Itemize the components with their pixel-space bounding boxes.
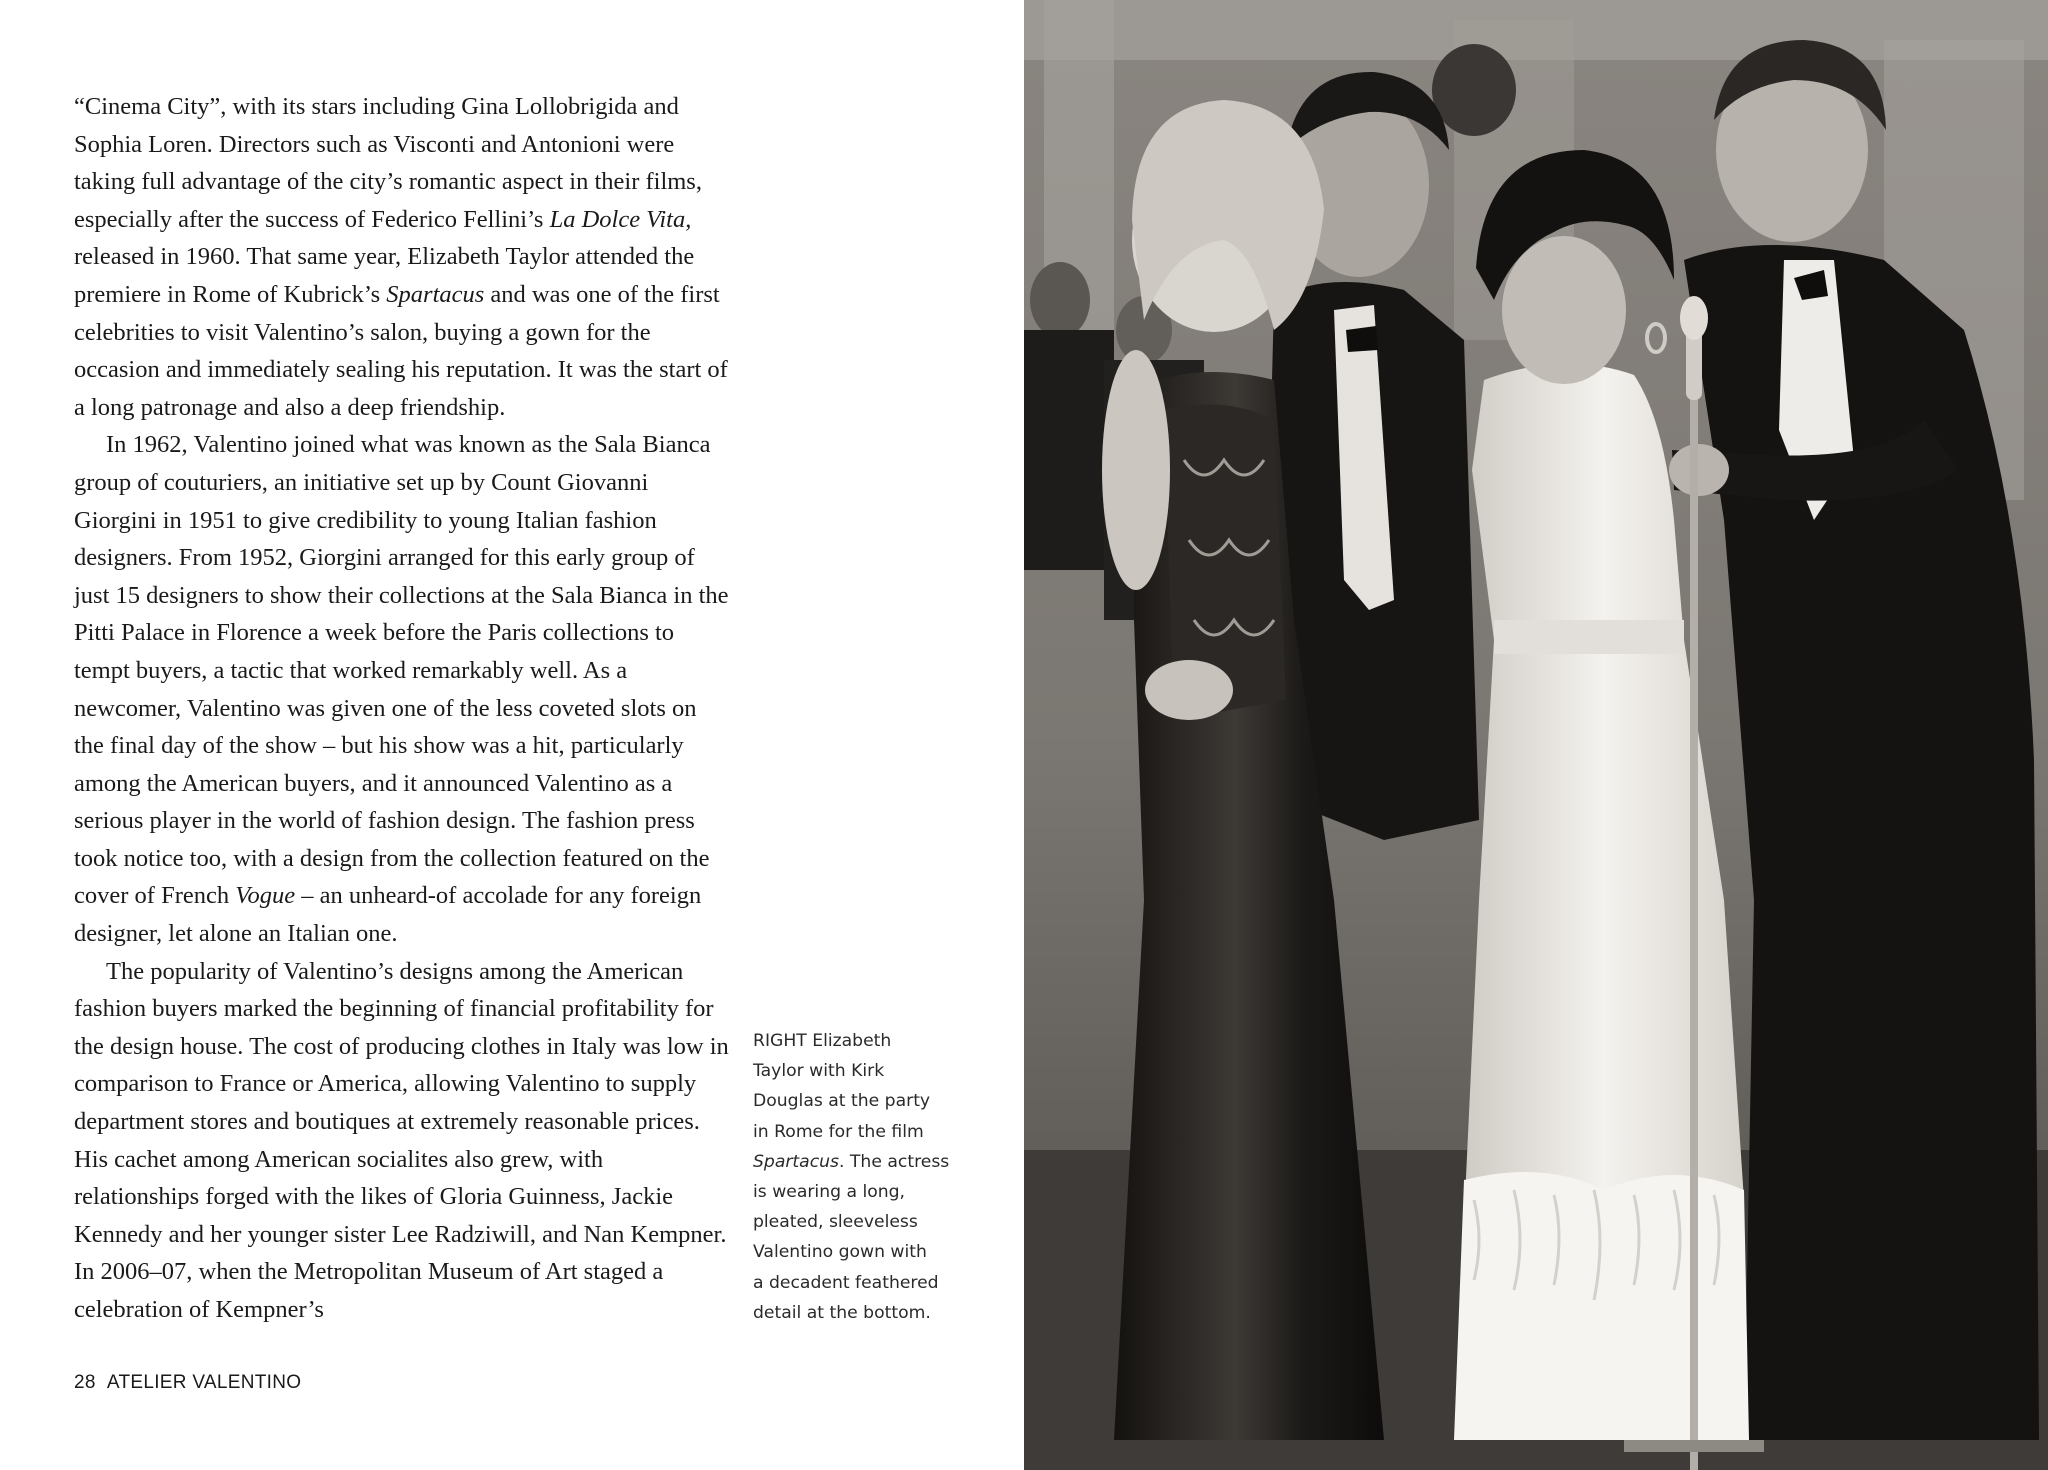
magazine-title-vogue: Vogue <box>235 882 296 910</box>
body-paragraph-2 <box>74 426 730 952</box>
paragraph-1-text-start: “Cinema City”, with its stars including Gina Lollobrigida and Sophia Loren. Directors such as Visconti and Antonioni were taking full advantage of the city’s romantic aspect in their films, especially after the success of Federico Fellini’s <box>74 93 702 233</box>
photograph-illustration <box>1024 0 2048 1470</box>
body-paragraph-3: The popularity of Valentino’s designs among the American fashion buyers marked the beginning of financial profitability for the design house. The cost of producing clothes in Italy was low in comparison to France or America, allowing Valentino to supply department stores and boutiques at extremely reasonable prices. His cachet among American socialites also grew, with relationships forged with the likes of Gloria Guinness, Jackie Kennedy and her younger sister Lee Radziwill, and Nan Kempner. In 2006–07, when the Metropolitan Museum of Art staged a celebration of Kempner’s <box>74 957 729 1323</box>
body-text-column <box>74 88 730 1329</box>
paragraph-2-text-start: In 1962, Valentino joined what was known as the Sala Bianca group of couturiers, an initiative set up by Count Giovanni Giorgini in 1951 to give credibility to young Italian fashion designers. From 1952, Giorgini arranged for this early group of just 15 designers to show their collections at the Sala Bianca in the Pitti Palace in Florence a week before the Paris collections to tempt buyers, a tactic that worked remarkably well. As a newcomer, Valentino was given one of the less coveted slots on the final day of the show – but his show was a hit, particularly among the American buyers, and it announced Valentino as a serious player in the world of fashion design. The fashion press took notice too, with a design from the collection featured on the cover of French <box>74 431 729 910</box>
page-footer <box>74 1372 301 1394</box>
caption-text-end: . The actress is wearing a long, pleated, sleeveless Valentino gown with a decadent feathered detail at the bottom. <box>753 1151 950 1323</box>
page-number: 28 <box>74 1372 96 1393</box>
paragraph-1-text-middle: released in 1960. That same year, Elizabeth Taylor attended the premiere in Rome of Kubrick’s <box>74 243 695 308</box>
black-and-white-photograph <box>1024 0 2048 1470</box>
caption-film-title: Spartacus <box>753 1151 839 1172</box>
running-title: ATELIER VALENTINO <box>106 1372 302 1393</box>
film-title-spartacus: Spartacus <box>386 280 485 308</box>
paragraph-2-text-end: – an unheard-of accolade for any foreign designer, let alone an Italian one. <box>74 882 702 948</box>
body-paragraph-1 <box>74 88 730 426</box>
photo-caption <box>753 1026 953 1328</box>
film-title-la-dolce-vita: La Dolce Vita, <box>549 205 692 233</box>
paragraph-1-text-end: and was one of the first celebrities to visit Valentino’s salon, buying a gown for the occasion and immediately sealing his reputation. It was the start of a long patronage and also a deep friendship. <box>74 280 728 421</box>
caption-text-start: RIGHT Elizabeth Taylor with Kirk Douglas at the party in Rome for the film <box>753 1031 931 1142</box>
